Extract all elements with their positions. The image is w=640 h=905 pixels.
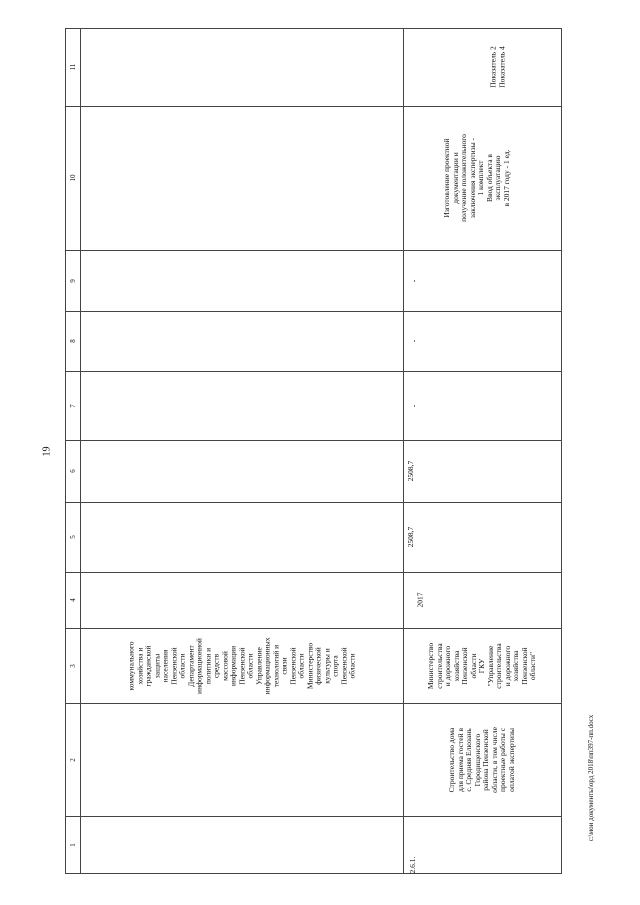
header-col-11: 11	[68, 63, 77, 71]
row-year-cell: 2017	[415, 592, 425, 608]
header-col-6: 6	[68, 469, 77, 473]
page-number-text: 19	[41, 446, 53, 457]
header-col-4: 4	[68, 598, 77, 602]
header-col-8: 8	[68, 339, 77, 343]
header-col-5: 5	[68, 535, 77, 539]
row-col7-cell: -	[409, 404, 418, 407]
row-col9-cell: -	[409, 279, 418, 282]
row-col8-cell: -	[409, 339, 418, 343]
row-budget-cell: 2508,7	[406, 460, 416, 482]
header-col-2: 2	[68, 757, 77, 762]
file-path-footer	[582, 658, 600, 898]
continuation-responsible-cell: коммунального хозяйства и гражданской защиты населения Пензенской области Департамент информационной политики и средств массовой информации Пензенской области Управление информационных технологий и связи Пензенской области Министерство физической культуры и спорта Пензенской области	[125, 637, 356, 694]
header-col-10: 10	[68, 174, 77, 182]
header-col-9: 9	[68, 278, 77, 283]
row-name-cell: Строительство дома для приема гостей в с. Средняя Елюзань Городищенского района Пензенской области, в том числе проектные работы с оплатой экспертизы	[447, 726, 516, 793]
file-path-text: c:\мои документы\орд 2018\пп397-пп.docx	[587, 714, 595, 842]
header-col-1: 1	[68, 842, 77, 847]
page-number	[40, 440, 54, 466]
data-table	[65, 28, 562, 874]
row-number-cell: 2.6.1.	[408, 856, 417, 873]
row-result-cell: Изготовление проектной документации и получение положительного заключения экспертизы - 1 комплект Ввод объекта в эксплуатацию в 2017 году - 1 ед.	[441, 134, 511, 222]
header-col-3: 3	[68, 663, 77, 668]
header-col-7: 7	[68, 403, 77, 408]
row-indicator-cell: Показатель 2 Показатель 4	[488, 46, 506, 88]
row-responsible-cell: Министерство строительства и дорожного хозяйства Пензенской области ГКУ "Управление строительства и дорожного хозяйства Пензенской области"	[425, 642, 537, 689]
row-total-cell: 2508,7	[406, 526, 416, 548]
